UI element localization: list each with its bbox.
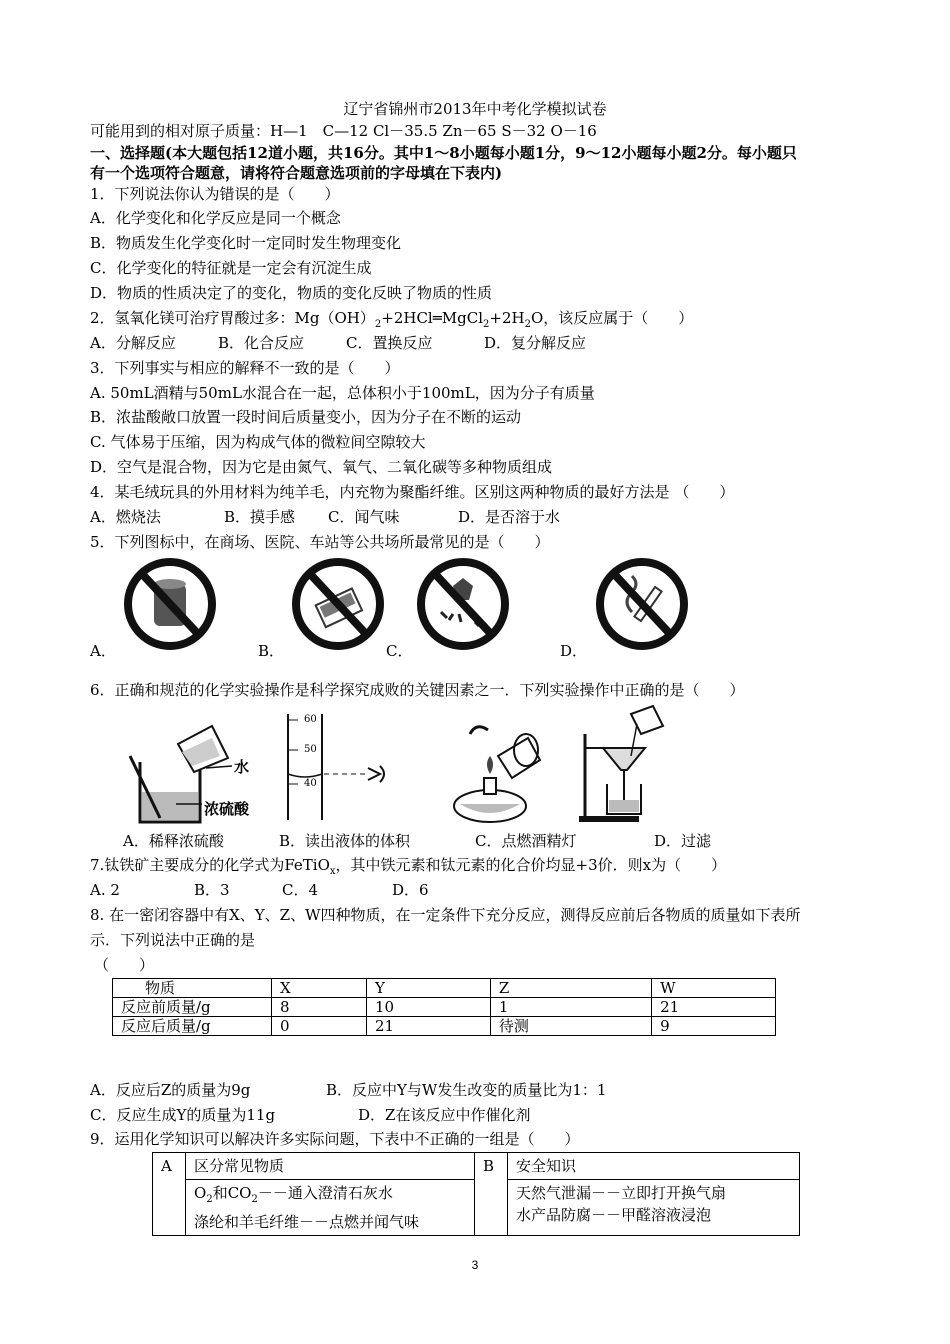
q7-option-d: D．6 — [392, 881, 429, 899]
q9-b-line2: 水产品防腐－－甲醛溶液浸泡 — [516, 1206, 712, 1224]
q8-options-row1 — [90, 1080, 606, 1100]
q1-option-d: D．物质的性质决定了的变化，物质的变化反映了物质的性质 — [90, 284, 493, 302]
graduated-cylinder-diagram — [280, 712, 400, 822]
table-cell: B — [475, 1153, 508, 1236]
no-matches-sign-icon — [288, 556, 388, 652]
q4-option-b: B．摸手感 — [224, 508, 296, 526]
q8-stem-line1: 8. 在一密闭容器中有X、Y、Z、W四种物质，在一定条件下充分反应，测得反应前后各物质的质量如下表所 — [90, 906, 801, 924]
table-cell: 9 — [652, 1017, 776, 1036]
table-cell: W — [652, 979, 776, 998]
q8-option-c: C．反应生成Y的质量为11g — [90, 1106, 276, 1124]
q1-option-c: C．化学变化的特征就是一定会有沉淀生成 — [90, 259, 372, 277]
q3-option-c: C. 气体易于压缩，因为构成气体的微粒间空隙较大 — [90, 433, 426, 451]
alcohol-lamp-diagram — [440, 716, 550, 826]
table-cell — [508, 1180, 800, 1236]
q9-a-line1 — [194, 1182, 466, 1211]
q2-sub3: 2 — [524, 319, 531, 330]
q7-options — [90, 880, 429, 900]
q7-stem-post: ，其中铁元素和钛元素的化合价均显+3价．则x为（ ） — [335, 856, 727, 874]
table-cell: 区分常见物质 — [186, 1153, 475, 1180]
q6-option-c: C．点燃酒精灯 — [475, 832, 577, 850]
table-cell: 反应前质量/g — [113, 998, 272, 1017]
q8-table — [112, 978, 776, 1036]
table-cell — [186, 1180, 475, 1236]
q1-option-b: B．物质发生化学变化时一定同时发生物理变化 — [90, 234, 402, 252]
q5-stem: 5．下列图标中，在商场、医院、车站等公共场所最常见的是（ ） — [90, 533, 550, 551]
q9-stem: 9．运用化学知识可以解决许多实际问题，下表中不正确的一组是（ ） — [90, 1130, 580, 1148]
q2-option-a: A．分解反应 — [90, 334, 176, 352]
table-cell: 待测 — [490, 1017, 651, 1036]
q2-sub1: 2 — [374, 319, 382, 330]
table-cell: 21 — [652, 998, 776, 1017]
q7-stem — [90, 855, 726, 882]
label-water: 水 — [234, 758, 250, 776]
q7-option-b: B．3 — [194, 881, 230, 899]
q9-a-line2: 涤纶和羊毛纤维－－点燃并闻气味 — [194, 1213, 420, 1231]
q2-stem — [90, 308, 693, 335]
table-cell: 10 — [366, 998, 490, 1017]
tick-50: 50 — [304, 744, 317, 755]
q7-sub: x — [329, 866, 336, 877]
no-oil-drum-sign-icon — [120, 556, 220, 652]
q8-option-d: D．Z在该反应中作催化剂 — [358, 1106, 531, 1124]
q5-label-d: D． — [560, 642, 588, 660]
table-cell: 8 — [272, 998, 367, 1017]
q8-stem-line2: 示．下列说法中正确的是 — [90, 931, 256, 949]
exam-title: 辽宁省锦州市2013年中考化学模拟试卷 — [343, 100, 607, 118]
q5-label-a: A． — [90, 642, 116, 660]
q6-option-b: B．读出液体的体积 — [279, 832, 411, 850]
table-cell: 0 — [272, 1017, 367, 1036]
q7-stem-pre: 7.钛铁矿主要成分的化学式为FeTiO — [90, 856, 330, 874]
tick-60: 60 — [304, 714, 317, 725]
q9-table — [152, 1152, 800, 1236]
q6-stem: 6．正确和规范的化学实验操作是科学探究成败的关键因素之一．下列实验操作中正确的是（ ） — [90, 681, 745, 699]
q3-option-b: B．浓盐酸敞口放置一段时间后质量变小，因为分子在不断的运动 — [90, 408, 522, 426]
section-heading-line1: 一、选择题(本大题包括12道小题，共16分。其中1～8小题每小题1分，9～12小题每小题2分。每小题只 — [90, 144, 797, 162]
table-row — [113, 998, 776, 1017]
q4-option-c: C．闻气味 — [328, 508, 400, 526]
no-smoking-sign-icon — [592, 556, 692, 652]
label-conc-acid: 浓硫酸 — [204, 800, 250, 818]
q8-option-b: B．反应中Y与W发生改变的质量比为1：1 — [326, 1081, 607, 1099]
filtration-diagram — [575, 704, 685, 826]
table-cell: 21 — [366, 1017, 490, 1036]
q4-options — [90, 507, 560, 527]
q9-a-line1-mid: 和CO — [212, 1184, 252, 1202]
q2-stem-mid: +2HCl═MgCl — [381, 309, 483, 327]
table-cell: Z — [490, 979, 651, 998]
table-cell: 物质 — [113, 979, 272, 998]
q7-option-c: C．4 — [282, 881, 319, 899]
q9-a-line1-pre: O — [194, 1184, 207, 1202]
q9-a-line1-sub2: 2 — [251, 1194, 258, 1205]
q4-option-d: D．是否溶于水 — [458, 508, 561, 526]
q2-stem-pre: 2．氢氧化镁可治疗胃酸过多：Mg（OH） — [90, 309, 375, 327]
q3-option-d: D．空气是混合物，因为它是由氮气、氧气、二氧化碳等多种物质组成 — [90, 458, 553, 476]
table-cell: X — [272, 979, 367, 998]
q4-option-a: A．燃烧法 — [90, 508, 161, 526]
table-row — [153, 1153, 800, 1180]
q6-option-d: D．过滤 — [654, 832, 712, 850]
q8-option-a: A．反应后Z的质量为9g — [90, 1081, 251, 1099]
q3-stem: 3．下列事实与相应的解释不一致的是（ ） — [90, 359, 400, 377]
q2-stem-mid2: +2H — [489, 309, 525, 327]
q2-stem-post: O，该反应属于（ ） — [530, 309, 694, 327]
no-fireworks-sign-icon — [413, 556, 513, 652]
table-cell: 安全知识 — [508, 1153, 800, 1180]
q1-stem: 1．下列说法你认为错误的是（ ） — [90, 185, 340, 203]
table-cell: Y — [366, 979, 490, 998]
q7-option-a: A. 2 — [90, 881, 120, 899]
q2-option-b: B．化合反应 — [218, 334, 305, 352]
table-cell: 1 — [490, 998, 651, 1017]
q2-sub2: 2 — [483, 319, 490, 330]
q1-option-a: A．化学变化和化学反应是同一个概念 — [90, 209, 341, 227]
q8-paren: （ ） — [94, 956, 155, 974]
q5-label-c: C． — [386, 642, 413, 660]
table-cell: 反应后质量/g — [113, 1017, 272, 1036]
q9-a-line1-sub1: 2 — [206, 1194, 213, 1205]
q4-stem: 4．某毛绒玩具的外用材料为纯羊毛，内充物为聚酯纤维。区别这两种物质的最好方法是 （ ） — [90, 483, 735, 501]
q2-option-c: C．置换反应 — [346, 334, 433, 352]
table-row — [113, 979, 776, 998]
section-heading-line2: 有一个选项符合题意，请将符合题意选项前的字母填在下表内) — [90, 164, 503, 182]
q2-options — [90, 333, 586, 353]
table-row — [113, 1017, 776, 1036]
q6-option-a: A．稀释浓硫酸 — [123, 832, 224, 850]
table-cell: A — [153, 1153, 186, 1236]
q2-option-d: D．复分解反应 — [484, 334, 587, 352]
q9-b-line1: 天然气泄漏－－立即打开换气扇 — [516, 1184, 727, 1202]
page-number: 3 — [471, 1258, 479, 1272]
q5-label-b: B． — [258, 642, 285, 660]
q8-options-row2 — [90, 1105, 530, 1125]
tick-40: 40 — [304, 778, 317, 789]
q9-a-line1-post: －－通入澄清石灰水 — [257, 1184, 393, 1202]
q3-option-a: A. 50mL酒精与50mL水混合在一起，总体积小于100mL，因为分子有质量 — [90, 384, 595, 402]
atomic-masses: 可能用到的相对原子质量：H—1 C—12 Cl－35.5 Zn－65 S－32 O－16 — [90, 122, 597, 140]
